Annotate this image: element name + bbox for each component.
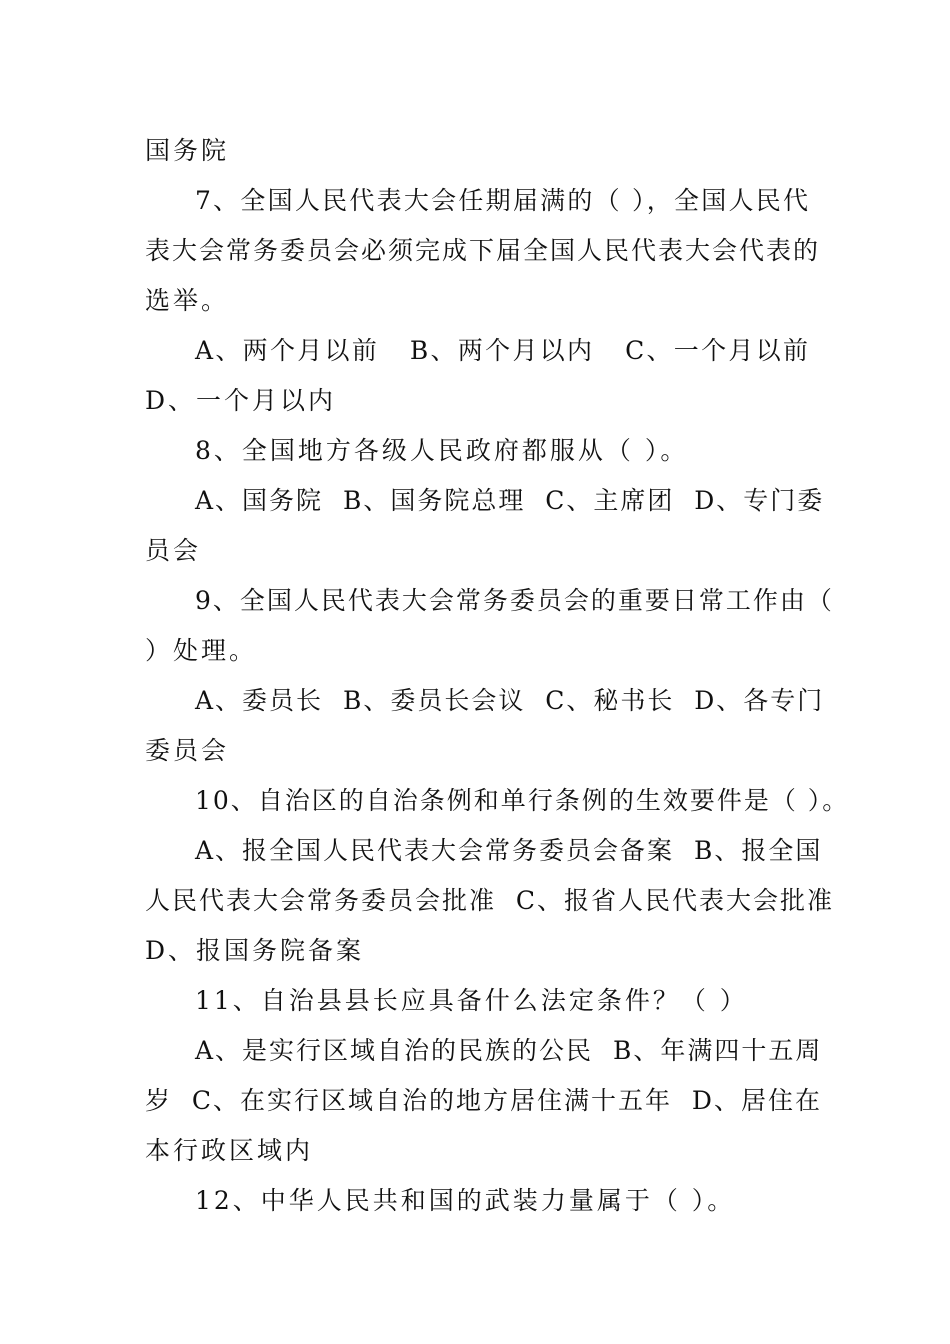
text-line: 委员会 — [145, 736, 230, 765]
question-7: 7、全国人民代表大会任期届满的（ ），全国人民代 — [195, 186, 810, 215]
question-12: 12、中华人民共和国的武装力量属于（ ）。 — [195, 1186, 736, 1215]
question-10: 10、自治区的自治条例和单行条例的生效要件是（ ）。 — [195, 786, 850, 815]
options-7: A、两个月以前 B、两个月以内 C、一个月以前 — [195, 336, 810, 365]
text-line: 国务院 — [145, 136, 230, 165]
text-line: D、一个月以内 — [145, 386, 337, 415]
text-line: 选举。 — [145, 286, 230, 315]
text-line: 员会 — [145, 536, 202, 565]
text-line: 人民代表大会常务委员会批准 C、报省人民代表大会批准 — [145, 886, 835, 915]
options-11: A、是实行区域自治的民族的公民 B、年满四十五周 — [195, 1036, 823, 1065]
question-9: 9、全国人民代表大会常务委员会的重要日常工作由（ — [195, 586, 834, 615]
text-line: D、报国务院备案 — [145, 936, 365, 965]
text-line: 本行政区域内 — [145, 1136, 314, 1165]
question-11: 11、自治县县长应具备什么法定条件？（ ） — [195, 986, 748, 1015]
text-line: 岁 C、在实行区域自治的地方居住满十五年 D、居住在 — [145, 1086, 822, 1115]
question-8: 8、全国地方各级人民政府都服从（ ）。 — [195, 436, 689, 465]
options-9: A、委员长 B、委员长会议 C、秘书长 D、各专门 — [195, 686, 825, 715]
text-line: 表大会常务委员会必须完成下届全国人民代表大会代表的 — [145, 236, 821, 265]
options-10: A、报全国人民代表大会常务委员会备案 B、报全国 — [195, 836, 823, 865]
text-line: ）处理。 — [145, 636, 258, 665]
options-8: A、国务院 B、国务院总理 C、主席团 D、专门委 — [195, 486, 825, 515]
